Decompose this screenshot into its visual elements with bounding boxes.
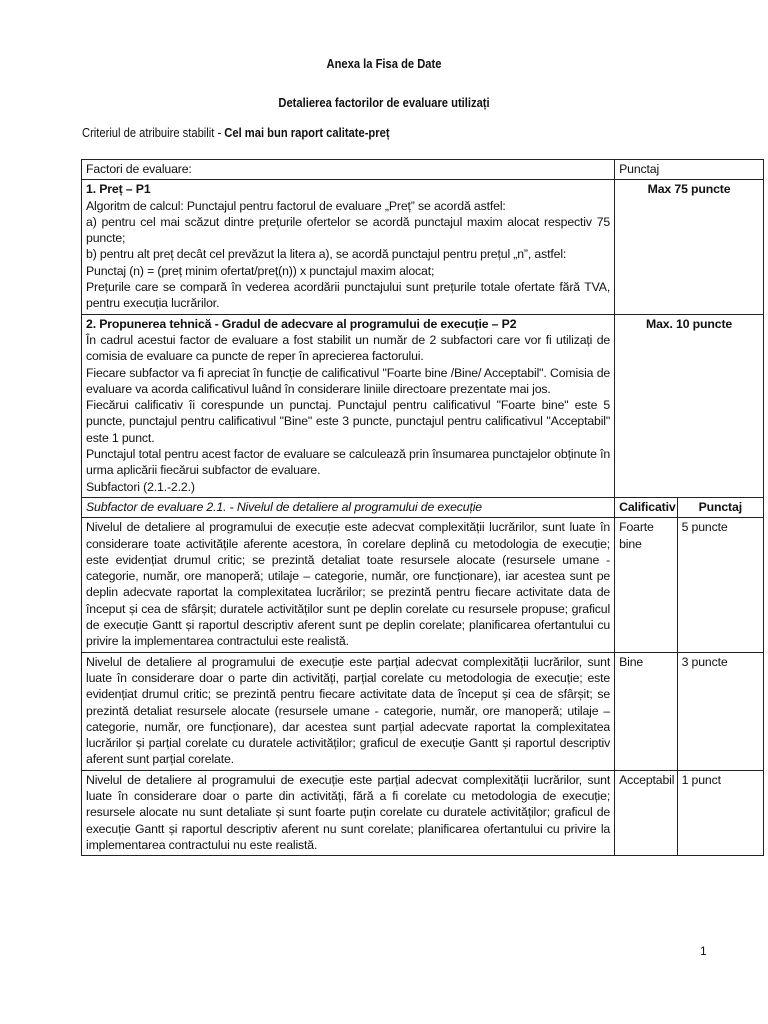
tech-line: Fiecărui calificativ îi corespunde un punctaj. Punctajul pentru calificativul "Foarte bine" este 5 puncte, punctajul pentru calificativul "Bine" este 3 puncte, punctajul pentru calificativul "Acceptabil" este 1 punct. bbox=[86, 398, 611, 445]
price-line: a) pentru cel mai scăzut dintre prețurile ofertelor se acordă punctajul maxim alocat respectiv 75 puncte; bbox=[86, 214, 611, 246]
subfactor-punctaj-cell: 5 puncte bbox=[677, 518, 763, 652]
table-row bbox=[82, 652, 764, 770]
tech-line: Punctajul total pentru acest factor de evaluare se calculează prin însumarea punctajelor obținute în urma aplicării fiecărui subfactor de evaluare. bbox=[86, 447, 611, 478]
price-factor-cell bbox=[82, 180, 615, 314]
header-score-cell: Punctaj bbox=[615, 160, 764, 180]
document-subtitle: Detalierea factorilor de evaluare utilizați bbox=[278, 95, 490, 110]
price-factor-title: 1. Preț – P1 bbox=[86, 182, 151, 197]
subfactor-punctaj-cell: 3 puncte bbox=[677, 652, 763, 770]
subfactor-desc-cell: Nivelul de detaliere al programului de execuție este parțial adecvat complexității lucrărilor, sunt luate în considerare doar o parte din activități, fără a fi corelate cu metodologia de execuție; resursele alocate nu sunt detaliate și sunt foarte puțin corelate cu duratele activităților; graficul de execuție Gantt și raportul descriptiv aferent nu sunt corelate; planificarea ofertantului cu privire la implementarea contractului nu este realistă. bbox=[82, 770, 615, 855]
subfactor-calificativ-cell: Acceptabil bbox=[615, 770, 677, 855]
subfactor-punctaj-cell: 1 punct bbox=[677, 770, 763, 855]
tech-factor-row bbox=[82, 314, 764, 497]
subfactor-title-cell: Subfactor de evaluare 2.1. - Nivelul de detaliere al programului de execuție bbox=[82, 497, 615, 517]
evaluation-factors-table bbox=[81, 159, 764, 856]
price-line: Punctaj (n) = (preț minim ofertat/preț(n)) x punctajul maxim alocat; bbox=[86, 263, 435, 278]
document-title: Anexa la Fisa de Date bbox=[326, 56, 442, 71]
price-factor-row bbox=[82, 180, 764, 314]
price-score-cell: Max 75 puncte bbox=[615, 180, 764, 314]
subfactor-desc-cell: Nivelul de detaliere al programului de execuție este adecvat complexității lucrărilor, sunt luate în considerare toate activitățile aferente acestora, în corelare deplină cu metodologia de execuție; este evidențiat drumul critic; se prezintă detaliat toate resursele alocate (resursele umane - categorie, număr, ore manoperă; utilaje – categorie, număr, ore funcționare), iar acestea sunt pe deplin adecvate raportat la complexitatea lucrărilor; se prezintă pentru fiecare activitate data de început și cea de sfârșit; duratele activităților sunt pe deplin corelate cu resursele propuse; graficul de execuție Gantt și raportul descriptiv aferent sunt pe deplin corelate; planificarea ofertantului cu privire la implementarea contractului este realistă. bbox=[82, 518, 615, 652]
subfactor-col-punctaj: Punctaj bbox=[677, 497, 763, 517]
subfactor-calificativ-cell: Foarte bine bbox=[615, 518, 677, 652]
subfactor-header-row bbox=[82, 497, 764, 517]
table-row bbox=[82, 770, 764, 855]
price-line: b) pentru alt preț decât cel prevăzut la litera a), se acordă punctajul pentru prețul „n”, astfel: bbox=[86, 247, 567, 262]
price-line: Algoritm de calcul: Punctajul pentru factorul de evaluare „Preț” se acordă astfel: bbox=[86, 198, 506, 213]
tech-line: Fiecare subfactor va fi apreciat în funcție de calificativul "Foarte bine /Bine/ Acceptabil". Comisia de evaluare va acorda calificativul luând în considerare liniile directoare prezentate mai jos. bbox=[86, 365, 611, 396]
award-criterion bbox=[82, 125, 390, 140]
subfactor-desc-cell: Nivelul de detaliere al programului de execuție este parțial adecvat complexității lucrărilor, sunt luate în considerare doar o parte din activități, parțial corelate cu metodologia de execuție; este evidențiat drumul critic; se prezintă pentru fiecare activitate data de început și cea de sfârșit; se prezintă detaliat resursele alocate (resursele umane - categorie, număr, ore manoperă; utilaje – categorie, număr, ore funcționare), dar acestea sunt parțial adecvate raportat la complexitatea lucrărilor și parțial corelate cu duratele activităților; graficul de execuție Gantt și raportul descriptiv aferent sunt parțial corelate. bbox=[82, 652, 615, 770]
award-criterion-value: Cel mai bun raport calitate-preț bbox=[224, 125, 390, 140]
page-number: 1 bbox=[700, 944, 707, 958]
table-header-row bbox=[82, 160, 764, 180]
tech-line: Subfactori (2.1.-2.2.) bbox=[86, 479, 195, 494]
subfactor-calificativ-cell: Bine bbox=[615, 652, 677, 770]
table-row bbox=[82, 518, 764, 652]
price-line: Prețurile care se compară în vederea acordării punctajului sunt prețurile totale ofertate fără TVA, pentru execuția lucrărilor. bbox=[86, 280, 611, 311]
header-factors-cell: Factori de evaluare: bbox=[82, 160, 615, 180]
tech-line: În cadrul acestui factor de evaluare a fost stabilit un număr de 2 subfactori care vor fi utilizați de comisia de evaluare ca puncte de reper în aprecierea factorului. bbox=[86, 332, 611, 364]
subfactor-col-calificativ: Calificativ bbox=[615, 497, 677, 517]
tech-factor-cell bbox=[82, 314, 615, 497]
tech-factor-title: 2. Propunerea tehnică - Gradul de adecvare al programului de execuție – P2 bbox=[86, 316, 517, 331]
award-criterion-label: Criteriul de atribuire stabilit - bbox=[82, 125, 225, 140]
tech-score-cell: Max. 10 puncte bbox=[615, 314, 764, 497]
